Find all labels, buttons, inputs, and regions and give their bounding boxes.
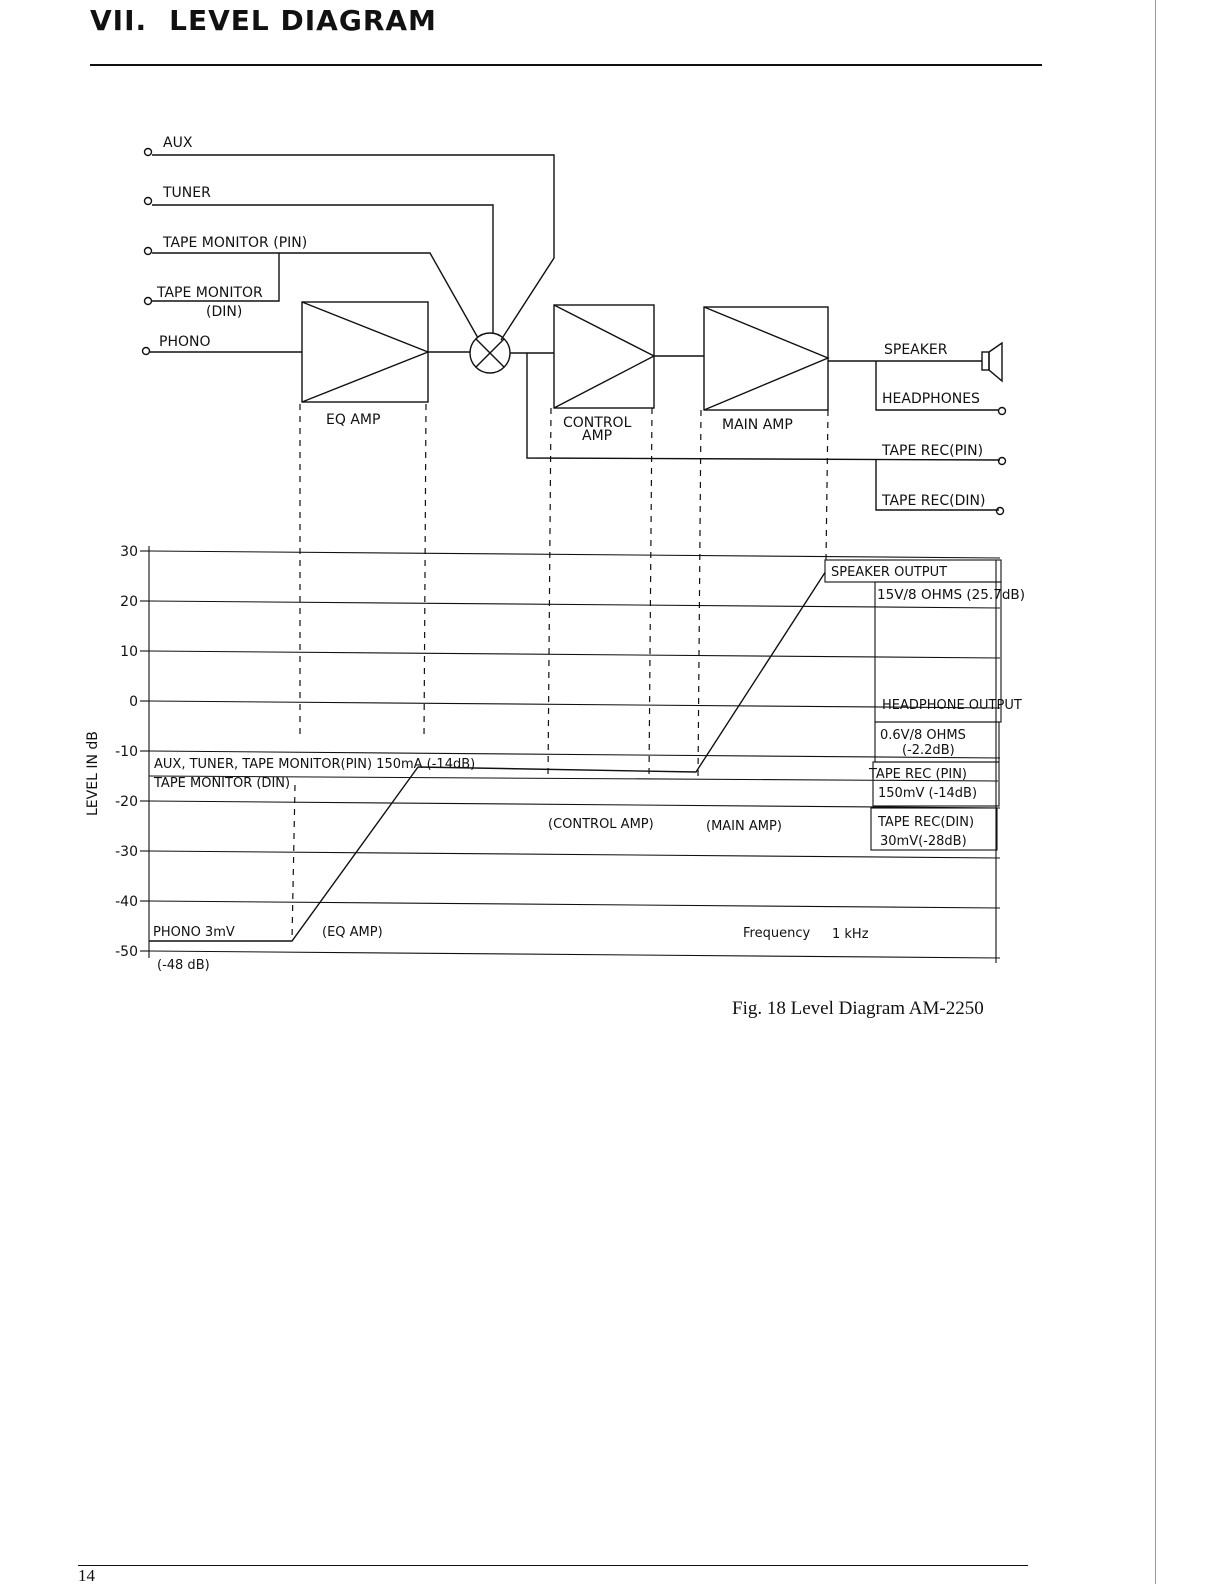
gridline <box>149 701 1000 708</box>
main-amp-triangle <box>704 307 828 410</box>
phono-terminal <box>143 348 150 355</box>
output-label-tape-rec-din: TAPE REC(DIN) <box>882 493 986 509</box>
gridline <box>149 951 1000 958</box>
frequency-label: Frequency <box>743 926 811 941</box>
input-label-tape-monitor: TAPE MONITOR <box>157 285 263 301</box>
control-amp-block <box>554 305 654 408</box>
eq-amp-trace <box>149 767 418 941</box>
main-amp-box <box>704 307 828 410</box>
tape-rec-din-value: 30mV(-28dB) <box>880 834 967 849</box>
section-title: LEVEL DIAGRAM <box>169 4 437 37</box>
control-amp-triangle <box>554 305 654 408</box>
gridline <box>149 651 1000 658</box>
tape-monitor-din-terminal <box>145 298 152 305</box>
input-label-phono: PHONO <box>159 334 211 350</box>
tape-rec-pin-value: 150mV (-14dB) <box>878 786 978 801</box>
input-label-aux: AUX <box>163 135 193 151</box>
y-tick-label: -50 <box>115 944 138 960</box>
y-tick-label: -30 <box>115 844 138 860</box>
section-number: VII. <box>90 4 148 37</box>
headphones-terminal <box>999 408 1006 415</box>
eq-amp-triangle <box>302 302 428 402</box>
gridline <box>149 801 1000 808</box>
selector-switch-icon <box>470 333 510 373</box>
tuner-terminal <box>145 198 152 205</box>
headphone-output-db: (-2.2dB) <box>902 743 955 758</box>
control-amp-label-2: AMP <box>582 428 613 444</box>
tape-monitor-pin-terminal <box>145 248 152 255</box>
aux-terminal <box>145 149 152 156</box>
frequency-value: 1 kHz <box>832 927 869 942</box>
stage-label-eq-amp: (EQ AMP) <box>322 925 383 940</box>
input-label-tuner: TUNER <box>163 185 211 201</box>
main-amp-trace <box>418 573 825 773</box>
speaker-output-label: SPEAKER OUTPUT <box>831 565 948 580</box>
eq-amp-block <box>302 302 428 402</box>
page-number: 14 <box>78 1566 95 1585</box>
level-label-phono: PHONO 3mV <box>153 925 235 940</box>
figure-caption: Fig. 18 Level Diagram AM-2250 <box>732 998 984 1019</box>
tape-rec-din-terminal <box>997 508 1004 515</box>
gridline <box>149 851 1000 858</box>
headphone-output-label: HEADPHONE OUTPUT <box>882 698 1022 713</box>
tape-rec-pin-label: TAPE REC (PIN) <box>869 767 968 782</box>
footer-rule <box>78 1565 1028 1566</box>
main-amp-label: MAIN AMP <box>722 417 793 433</box>
tape-rec-din-label: TAPE REC(DIN) <box>878 815 975 830</box>
stage-label-control-amp: (CONTROL AMP) <box>548 817 654 832</box>
headphone-output-value: 0.6V/8 OHMS <box>880 728 966 743</box>
y-axis-label: LEVEL IN dB <box>85 731 101 816</box>
tape-rec-pin-terminal <box>999 458 1006 465</box>
stage-guide-lines <box>292 404 828 940</box>
speaker-output-value: 15V/8 OHMS (25.7dB) <box>877 588 1025 603</box>
output-label-headphones: HEADPHONES <box>882 391 980 407</box>
level-gridlines <box>149 551 1000 958</box>
gridline <box>149 901 1000 908</box>
main-amp-block <box>704 307 828 410</box>
input-label-din: (DIN) <box>206 304 243 320</box>
eq-amp-label: EQ AMP <box>326 412 381 428</box>
y-tick-label: -20 <box>115 794 138 810</box>
stage-label-main-amp: (MAIN AMP) <box>706 819 782 834</box>
y-tick-label: 0 <box>129 694 138 710</box>
eq-amp-box <box>302 302 428 402</box>
input-terminals <box>143 149 152 355</box>
input-labels <box>156 135 307 350</box>
speaker-icon <box>982 343 1002 381</box>
level-label-tape-monitor-din: TAPE MONITOR (DIN) <box>154 776 291 791</box>
control-amp-box <box>554 305 654 408</box>
level-label-phono-db: (-48 dB) <box>157 958 210 973</box>
tuner-wire <box>152 205 493 333</box>
output-wiring <box>828 361 1006 515</box>
y-tick-label: -40 <box>115 894 138 910</box>
y-tick-label: 30 <box>120 544 138 560</box>
y-tick-labels <box>115 544 149 960</box>
input-label-tape-monitor-pin: TAPE MONITOR (PIN) <box>163 235 308 251</box>
gridline <box>149 601 1000 608</box>
level-label-aux-tuner-tape: AUX, TUNER, TAPE MONITOR(PIN) 150mA (-14dB) <box>154 757 476 772</box>
control-amp-label-1: CONTROL <box>563 415 632 431</box>
output-label-tape-rec-pin: TAPE REC(PIN) <box>882 443 984 459</box>
y-tick-label: 10 <box>120 644 138 660</box>
gridline <box>149 551 1000 558</box>
output-label-speaker: SPEAKER <box>884 342 948 358</box>
y-tick-label: -10 <box>115 744 138 760</box>
y-tick-label: 20 <box>120 594 138 610</box>
